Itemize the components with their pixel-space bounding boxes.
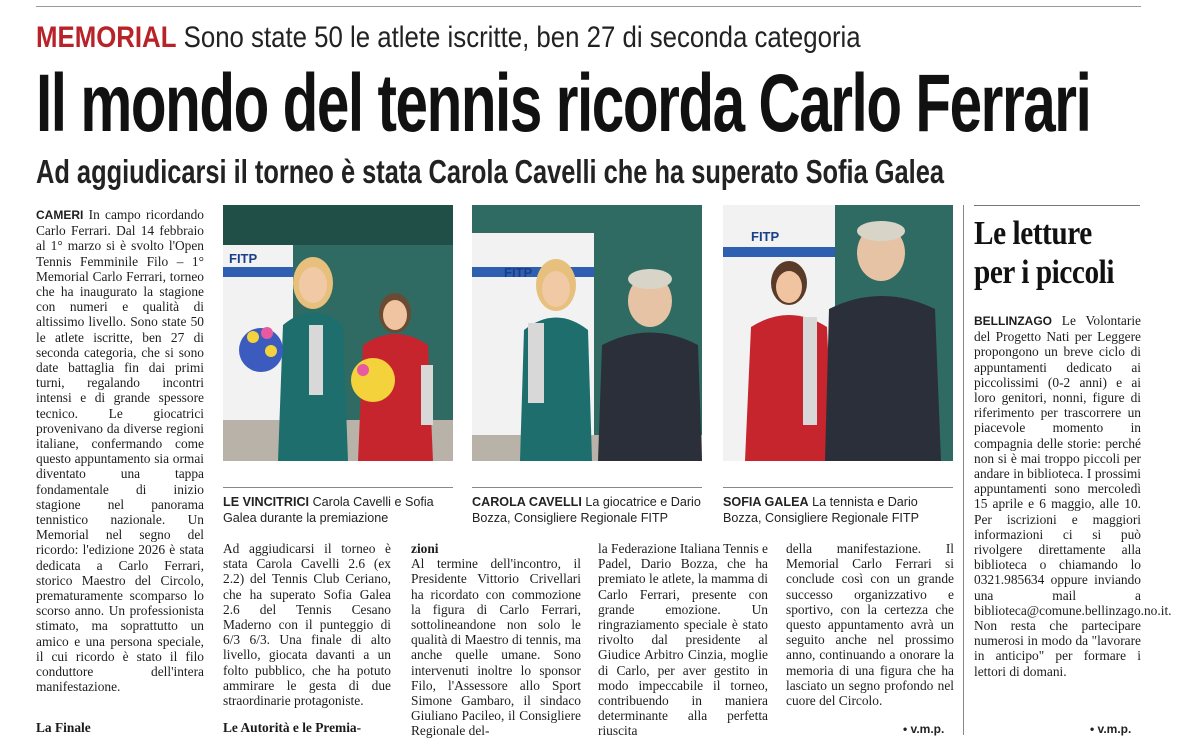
subtitle-la-finale: La Finale <box>36 720 91 735</box>
article-signature: • v.m.p. <box>903 722 945 736</box>
photo-sofia-galea <box>723 205 953 461</box>
subtitle-zioni: zioni <box>411 541 439 556</box>
sidebar-title: Le letture per i piccoli <box>974 215 1115 291</box>
kicker-text: Sono state 50 le atlete iscritte, ben 27 di seconda categoria <box>183 21 861 54</box>
banner-fitp-text-2: FITP <box>504 265 533 280</box>
sidebar-divider <box>963 205 964 735</box>
kicker <box>36 14 991 62</box>
sidebar-body <box>974 313 1172 723</box>
subheadline: Ad aggiudicarsi il torneo è stata Carola Cavelli che ha superato Sofia Galea <box>36 153 944 190</box>
caption-carola <box>472 494 704 526</box>
banner-fitp-text-3: FITP <box>751 229 780 244</box>
dateline: CAMERI <box>36 208 84 222</box>
caption-text: La tennista e Dario Bozza, Consigliere Regionale FITP <box>723 495 919 525</box>
sidebar-dateline: BELLINZAGO <box>974 314 1052 328</box>
caption-winners <box>223 494 453 526</box>
photo-sofia-art <box>723 205 953 461</box>
column-3-text: Al termine dell'incontro, il Presidente Vittorio Crivellari ha ricordato con commozione la figura di Carlo Ferrari, sottolineandone non solo le qualità di Maestro di tennis, ma anche quelle umane. Sono intervenuti inoltre lo sponsor Filo, l'Assessore allo Sport Simone Gambaro, il sindaco Giuliano Pacileo, il Consigliere Regionale del- <box>411 556 581 739</box>
sidebar-text: Le Volontarie del Progetto Nati per Leggere propongono un breve ciclo di appuntamenti dedicato ai piccolissimi (0-2 anni) e ai loro genitori, nonni, figure di riferimento per trascorrere un piacevole momento in compagnia delle storie: perché non si è mai troppo piccoli per andare in biblioteca. I prossimi appuntamenti sono mercoledì 15 aprile e 6 maggio, alle 10. Per iscrizioni e maggiori informazioni ci si può rivolgere direttamente alla biblioteca o chiamando lo 0321.985634 oppure inviando una mail a biblioteca@comune.bellinzago.no.it. Non resta che partecipare numerosi in modo da "lavorare in anticipo" per formare i lettori di domani. <box>974 313 1172 679</box>
sidebar-top-rule <box>974 205 1140 206</box>
top-rule <box>36 6 1141 7</box>
caption-sofia <box>723 494 953 526</box>
photo-winners-art <box>223 205 453 461</box>
caption-label: CAROLA CAVELLI <box>472 495 582 509</box>
caption-rule-2 <box>472 487 702 488</box>
caption-text: La giocatrice e Dario Bozza, Consigliere Regionale FITP <box>472 495 701 525</box>
sidebar-signature: • v.m.p. <box>1090 722 1132 736</box>
subtitle-autorita: Le Autorità e le Premia- <box>223 720 362 735</box>
article-column-1 <box>36 207 204 707</box>
caption-text: Carola Cavelli e Sofia Galea durante la premiazione <box>223 495 434 525</box>
article-column-3 <box>411 541 581 747</box>
photo-carola-cavelli <box>472 205 702 461</box>
kicker-label: MEMORIAL <box>36 21 177 54</box>
headline: Il mondo del tennis ricorda Carlo Ferrari <box>36 58 1091 149</box>
article-column-5: della manifestazione. Il Memorial Carlo Ferrari si conclude così con un grande successo organizzativo e sportivo, con la certezza che questo appuntamento avrà un seguito anche nel prossimo anno, continuando a onorare la memoria di una figura che ha lasciato un segno profondo nel cuore del Circolo. <box>786 541 954 709</box>
caption-label: LE VINCITRICI <box>223 495 310 509</box>
article-column-4: la Federazione Italiana Tennis e Padel, Dario Bozza, che ha premiato le atlete, la mamma di Carlo Ferrari, presente con grande emozione. Un ringraziamento speciale è stato rivolto dal presidente al Giudice Arbitro Cinzia, moglie di Carlo, per aver gestito in modo impeccabile il torneo, contribuendo in maniera determinante alla perfetta riuscita <box>598 541 768 739</box>
caption-label: SOFIA GALEA <box>723 495 809 509</box>
column-1-text: In campo ricordando Carlo Ferrari. Dal 14 febbraio al 1° marzo si è svolto l'Open Tennis Femminile Filo – 1° Memorial Carlo Ferrari, torneo che ha inaugurato la stagione con numeri e qualità di altissimo livello. Sono state 50 le atlete iscritte, ben 27 di seconda categoria, che si sono date battaglia fin dai primi turni, regalando incontri intensi e di grande spessore tecnico. Le giocatrici provenivano da diverse regioni italiane, confermando come questo appuntamento sia ormai diventato una tappa fondamentale di inizio stagione nel panorama tennistico nazionale. Un Memorial nel segno del ricordo: l'edizione 2026 è stata dedicata a Carlo Ferrari, storico Maestro del Circolo, prematuramente scomparso lo scorso anno. Un professionista stimato, ma soprattutto un amico e una persona speciale, il cui ricordo è stato il filo conduttore dell'intera manifestazione. <box>36 207 204 695</box>
caption-rule-3 <box>723 487 953 488</box>
photo-carola-art <box>472 205 702 461</box>
banner-fitp-text-1: FITP <box>229 251 258 266</box>
article-column-2: Ad aggiudicarsi il torneo è stata Carola Cavelli 2.6 (ex 2.2) del Tennis Club Ceriano, che ha superato Sofia Galea 2.6 del Tennis Cesano Maderno con il punteggio di 6/3 6/3. Una finale di alto livello, giocata davanti a un folto pubblico, che ha potuto ammirare le gesta di due straordinarie protagoniste. <box>223 541 391 709</box>
photo-winners <box>223 205 453 461</box>
caption-rule-1 <box>223 487 453 488</box>
